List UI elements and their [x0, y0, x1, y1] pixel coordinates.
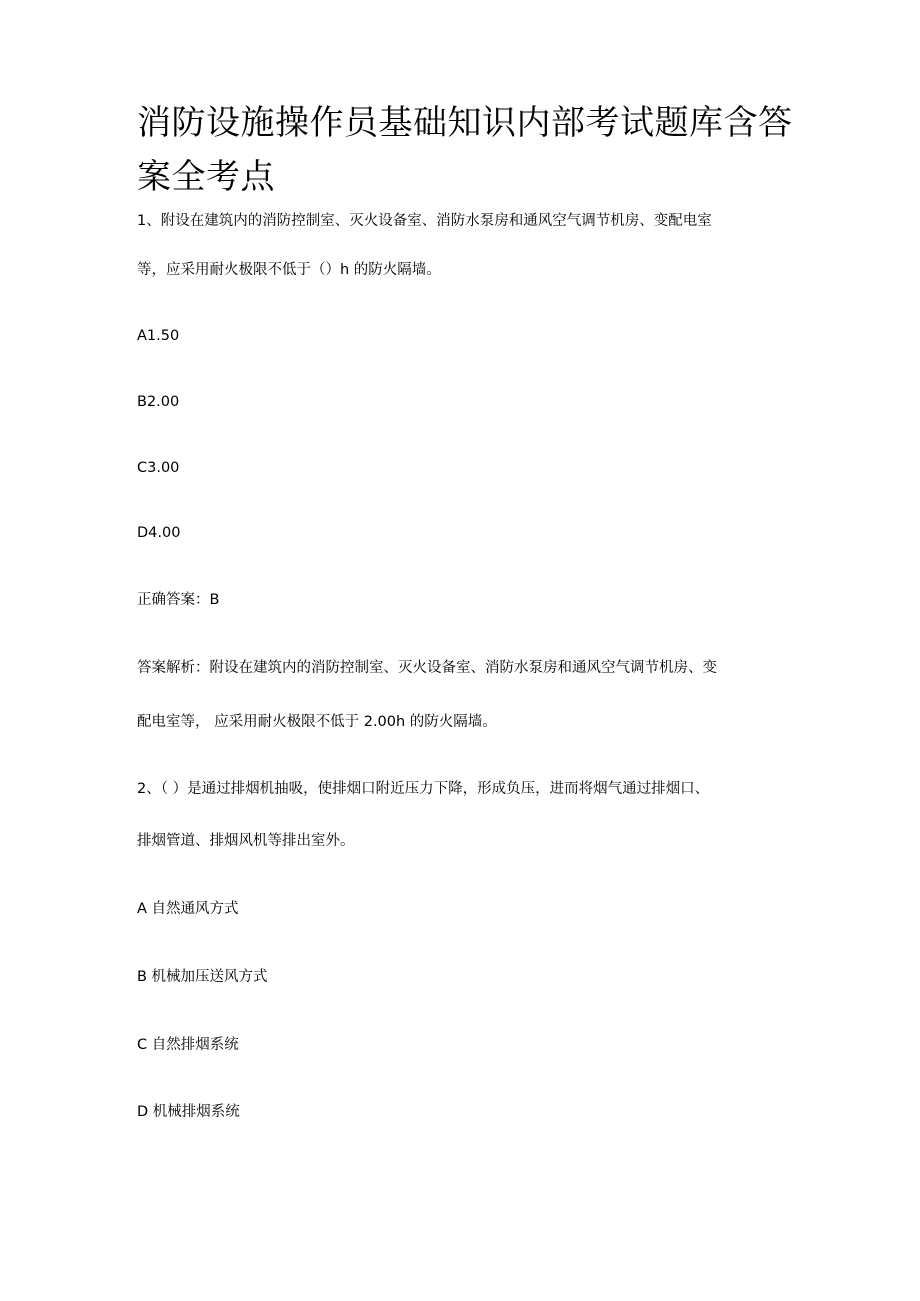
question-1-option-b: B2.00 — [137, 394, 180, 410]
question-1-analysis-line-2: 配电室等， 应采用耐火极限不低于 2.00h 的防火隔墙。 — [137, 714, 497, 730]
question-1-option-a: A1.50 — [137, 328, 180, 344]
question-1-stem-line-1: 1、附设在建筑内的消防控制室、灭火设备室、消防水泵房和通风空气调节机房、变配电室 — [137, 213, 712, 229]
question-1-option-d: D4.00 — [137, 525, 181, 541]
question-2-stem-line-1: 2、（ ）是通过排烟机抽吸，使排烟口附近压力下降，形成负压，进而将烟气通过排烟口、 — [137, 781, 710, 797]
question-2-stem-line-2: 排烟管道、排烟风机等排出室外。 — [137, 833, 355, 849]
question-2-option-d: D 机械排烟系统 — [137, 1104, 240, 1120]
question-1-answer: 正确答案：B — [137, 592, 220, 608]
question-2-option-c: C 自然排烟系统 — [137, 1037, 239, 1053]
page-title: 消防设施操作员基础知识内部考试题库含答案全考点 — [137, 103, 793, 197]
question-1-option-c: C3.00 — [137, 460, 180, 476]
question-2-option-a: A 自然通风方式 — [137, 901, 239, 917]
question-2-option-b: B 机械加压送风方式 — [137, 969, 268, 985]
question-1-stem-line-2: 等，应采用耐火极限不低于（）h 的防火隔墙。 — [137, 262, 441, 278]
question-1-analysis-line-1: 答案解析：附设在建筑内的消防控制室、灭火设备室、消防水泵房和通风空气调节机房、变 — [137, 660, 717, 676]
